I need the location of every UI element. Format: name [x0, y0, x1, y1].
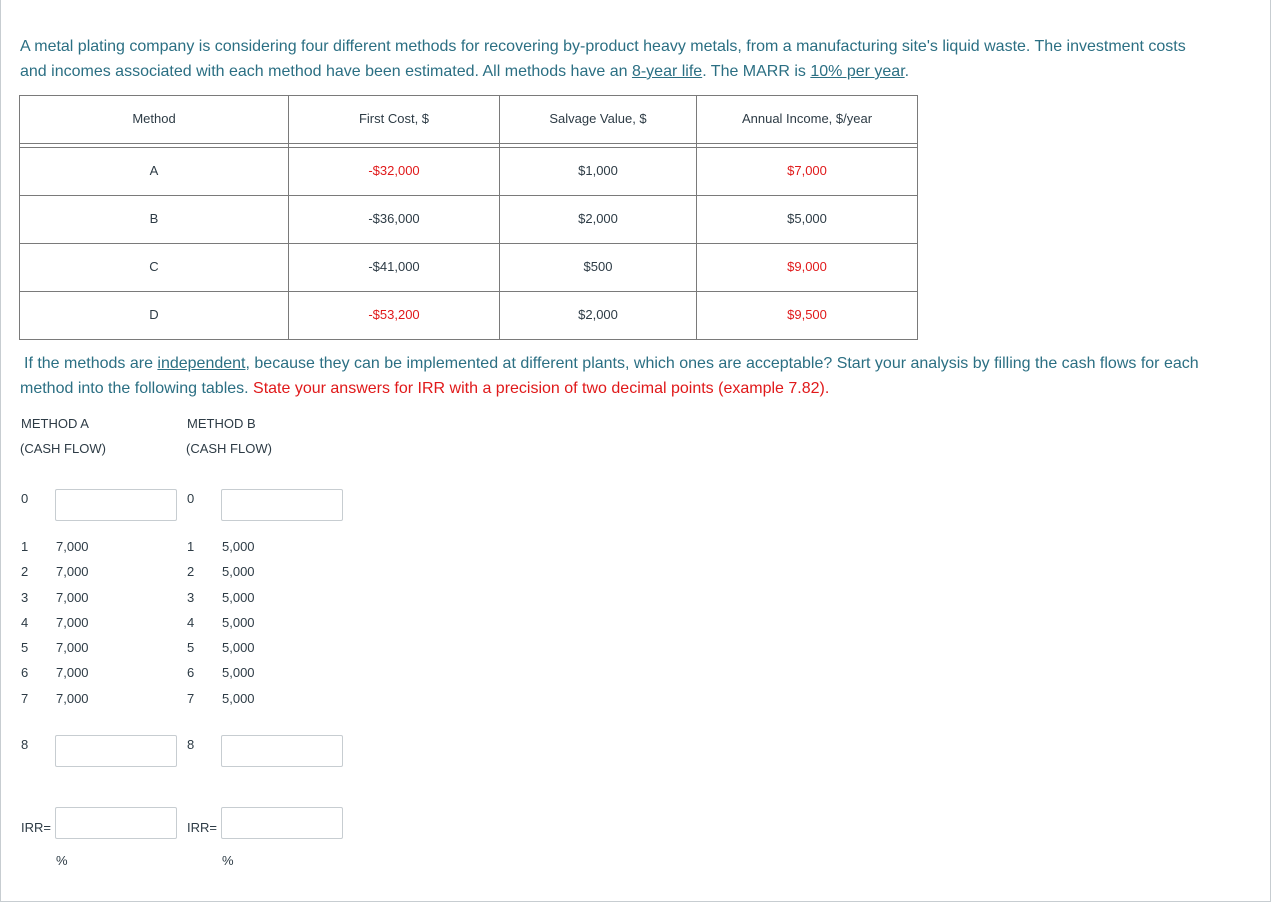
method-a-year-7: 7 — [21, 691, 29, 706]
method-b-cf-5: 5,000 — [222, 640, 255, 655]
row-c-salvage: $500 — [583, 259, 613, 274]
method-a-title: METHOD A — [21, 416, 89, 431]
intro-line-1 — [20, 34, 1186, 59]
method-b-year-4: 4 — [187, 615, 195, 630]
method-b-cf-7: 5,000 — [222, 691, 255, 706]
method-a-year-6: 6 — [21, 665, 29, 680]
method-b-year-3: 3 — [187, 590, 195, 605]
method-b-year-0: 0 — [187, 491, 195, 506]
method-a-year-2: 2 — [21, 564, 29, 579]
precision-instruction: State your answers for IRR with a precision of two decimal points (example 7.82). — [253, 380, 830, 397]
method-a-year-8: 8 — [21, 737, 29, 752]
method-a-pct: % — [56, 853, 68, 868]
question-line-1 — [24, 351, 1199, 376]
row-b-salvage: $2,000 — [578, 211, 618, 226]
method-a-cf-2: 7,000 — [56, 564, 89, 579]
header-method: Method — [132, 111, 176, 126]
row-c-first-cost: -$41,000 — [368, 259, 420, 274]
intro-text-2b: . The MARR is — [702, 63, 811, 80]
method-b-year-1: 1 — [187, 539, 195, 554]
intro-text-2a: and incomes associated with each method have been estimated. All methods have an — [20, 63, 632, 80]
row-c-income: $9,000 — [787, 259, 827, 274]
method-b-year-5: 5 — [187, 640, 195, 655]
method-a-cf-7: 7,000 — [56, 691, 89, 706]
row-b-first-cost: -$36,000 — [368, 211, 420, 226]
method-a-year-0: 0 — [21, 491, 29, 506]
method-b-title: METHOD B — [187, 416, 256, 431]
method-b-cf-year-8-input[interactable] — [221, 735, 343, 767]
row-b-method: B — [149, 211, 159, 226]
method-a-year-5: 5 — [21, 640, 29, 655]
method-a-cf-year-8-input[interactable] — [55, 735, 177, 767]
method-b-year-6: 6 — [187, 665, 195, 680]
method-b-year-2: 2 — [187, 564, 195, 579]
method-b-pct: % — [222, 853, 234, 868]
methods-table — [19, 95, 918, 340]
method-b-irr-label: IRR= — [187, 820, 217, 835]
row-c-method: C — [149, 259, 159, 274]
method-b-cf-4: 5,000 — [222, 615, 255, 630]
method-b-cf-3: 5,000 — [222, 590, 255, 605]
method-b-cf-year-0-input[interactable] — [221, 489, 343, 521]
row-d-income: $9,500 — [787, 307, 827, 322]
header-salvage: Salvage Value, $ — [549, 111, 647, 126]
method-b-year-8: 8 — [187, 737, 195, 752]
row-b-income: $5,000 — [787, 211, 827, 226]
method-a-irr-input[interactable] — [55, 807, 177, 839]
method-b-subtitle: (CASH FLOW) — [186, 441, 272, 456]
method-a-subtitle: (CASH FLOW) — [20, 441, 106, 456]
method-b-cf-1: 5,000 — [222, 539, 255, 554]
row-a-salvage: $1,000 — [578, 163, 618, 178]
method-a-cf-year-0-input[interactable] — [55, 489, 177, 521]
question-text-1a: If the methods are — [24, 355, 158, 372]
method-a-cf-5: 7,000 — [56, 640, 89, 655]
method-a-cf-6: 7,000 — [56, 665, 89, 680]
method-b-cf-6: 5,000 — [222, 665, 255, 680]
intro-line-2 — [20, 59, 909, 84]
question-text-2a: method into the following tables. — [20, 380, 254, 397]
marr-link[interactable]: 10% per year — [810, 63, 905, 80]
method-b-irr-input[interactable] — [221, 807, 343, 839]
method-a-year-3: 3 — [21, 590, 29, 605]
independent-link[interactable]: independent — [157, 355, 246, 372]
method-a-cf-1: 7,000 — [56, 539, 89, 554]
method-a-cf-4: 7,000 — [56, 615, 89, 630]
life-link[interactable]: 8-year life — [631, 63, 703, 80]
method-a-cf-3: 7,000 — [56, 590, 89, 605]
row-a-first-cost: -$32,000 — [368, 163, 420, 178]
row-a-income: $7,000 — [787, 163, 827, 178]
method-a-year-1: 1 — [21, 539, 29, 554]
question-text-1b: , because they can be implemented at different plants, which ones are acceptable? Start your analysis by filling the cash flows for each — [245, 355, 1199, 372]
intro-text-2c: . — [904, 63, 910, 80]
row-d-method: D — [149, 307, 159, 322]
row-d-salvage: $2,000 — [578, 307, 618, 322]
method-a-year-4: 4 — [21, 615, 29, 630]
row-a-method: A — [149, 163, 159, 178]
row-d-first-cost: -$53,200 — [368, 307, 420, 322]
header-income: Annual Income, $/year — [741, 111, 873, 126]
question-line-2 — [20, 376, 829, 401]
method-b-cf-2: 5,000 — [222, 564, 255, 579]
intro-text: A metal plating company is considering four different methods for recovering by-product heavy metals, from a manufacturing site's liquid waste. The investment costs — [20, 38, 1186, 55]
method-b-year-7: 7 — [187, 691, 195, 706]
header-first-cost: First Cost, $ — [358, 111, 430, 126]
method-a-irr-label: IRR= — [21, 820, 51, 835]
